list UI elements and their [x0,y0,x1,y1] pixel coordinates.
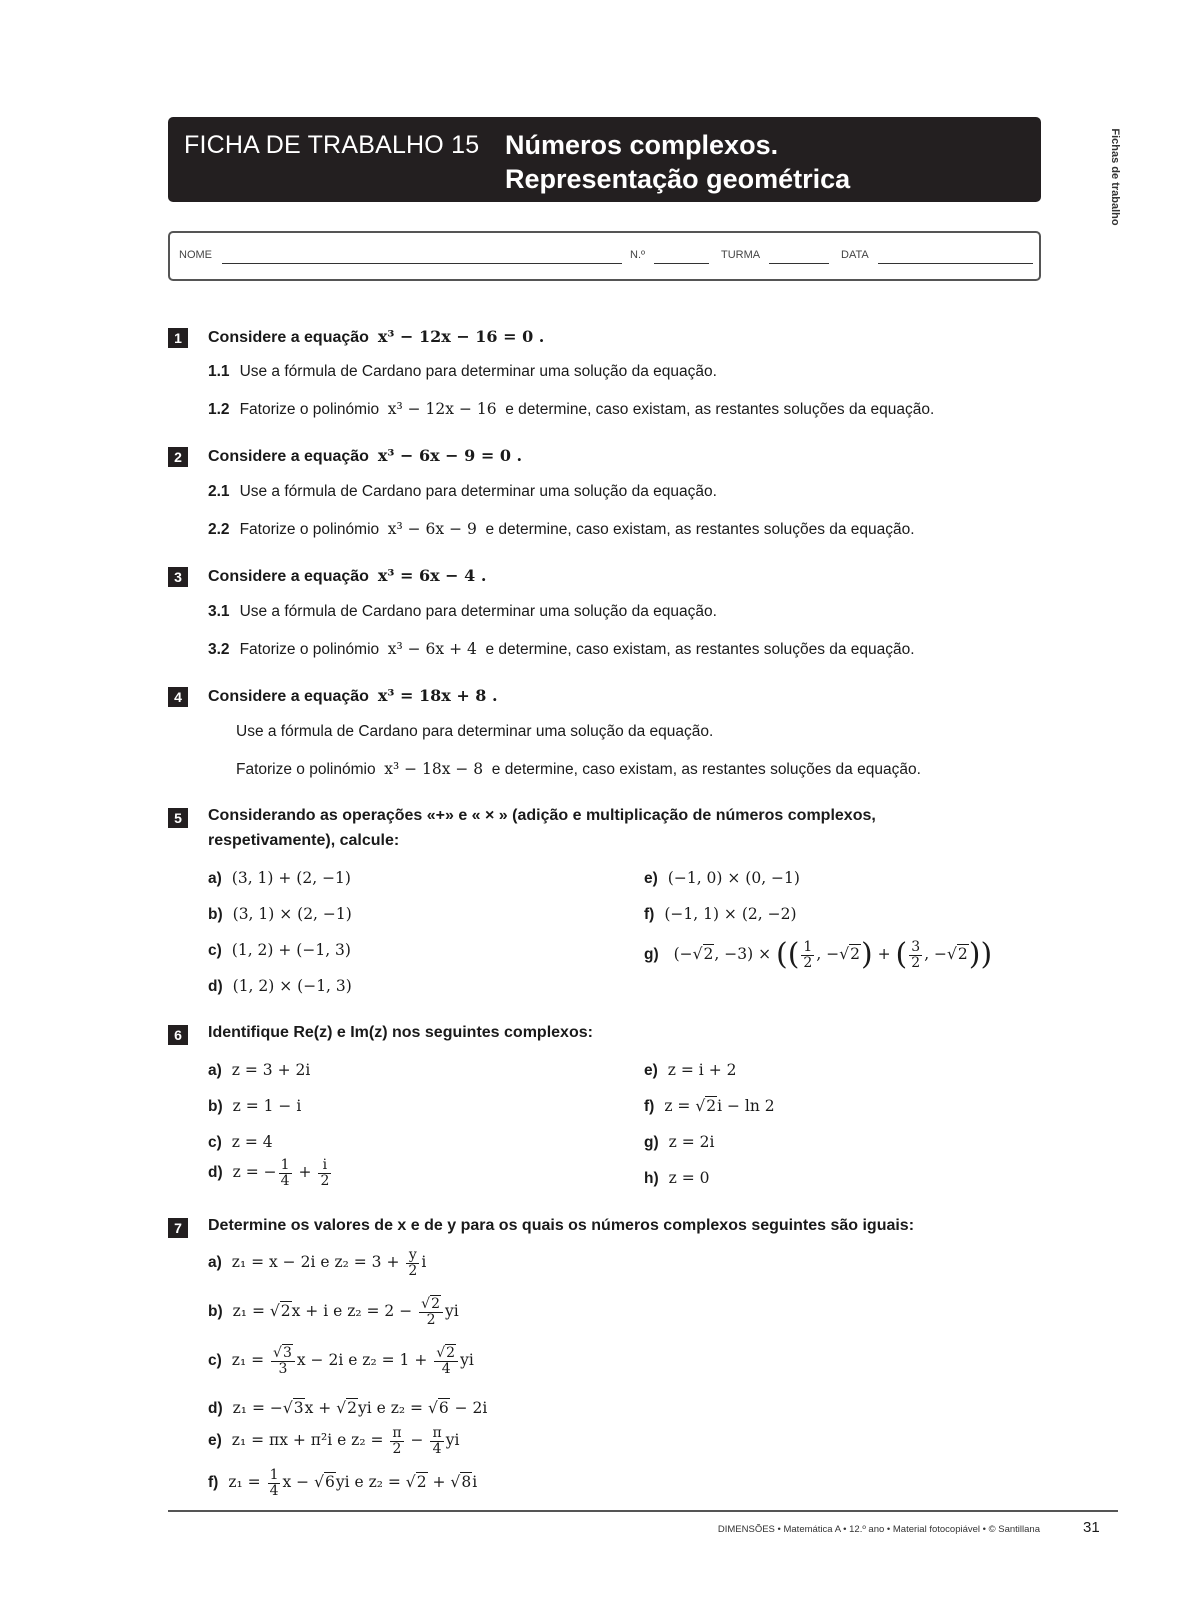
q5-item-d: d) (1, 2) × (−1, 3) [208,977,352,995]
q6-number: 6 [168,1025,188,1045]
q2-sub2: 2.2 Fatorize o polinómio x³ − 6x − 9 e determine, caso existam, as restantes soluções da equação. [208,520,915,538]
q2-number: 2 [168,447,188,467]
data-label: DATA [841,249,869,261]
q4-sub2: Fatorize o polinómio x³ − 18x − 8 e determine, caso existam, as restantes soluções da equação. [236,760,921,778]
q4-sub1: Use a fórmula de Cardano para determinar uma solução da equação. [236,723,714,740]
q7-item-d: d) z₁ = −√3x + √2yi e z₂ = √6 − 2i [208,1399,488,1417]
q7-item-f: f) z₁ = $\frac{1}{4}$ x − √6yi e z₂ = √2 + √8i [208,1467,478,1499]
q4-equation: x³ = 18x + 8 . [377,686,498,705]
q1-sub2: 1.2 Fatorize o polinómio x³ − 12x − 16 e determine, caso existam, as restantes soluções da equação. [208,400,935,418]
q7-item-c: c) z₁ = $\frac{√3}{3}$ x − 2i e z₂ = 1 + $\frac{√2}{4}$ yi [208,1345,474,1377]
q6-item-d: d) z = − $\frac{1}{4}$ + $\frac{i}{2}$ [208,1157,330,1189]
numero-label: N.º [630,249,646,261]
footer-credits: DIMENSÕES • Matemática A • 12.º ano • Material fotocopiável • © Santillana [717,1524,1040,1535]
turma-line[interactable] [769,263,829,264]
q5-item-f: f) (−1, 1) × (2, −2) [644,905,797,923]
q4-heading: Considere a equação x³ = 18x + 8 . [208,686,498,705]
page-number: 31 [1083,1519,1100,1536]
side-tab [1105,118,1125,236]
numero-line[interactable] [654,263,709,264]
q5-item-b: b) (3, 1) × (2, −1) [208,905,352,923]
q5-item-e: e) (−1, 0) × (0, −1) [644,869,800,887]
q5-heading-line1: Considerando as operações «+» e « × » (adição e multiplicação de números complexos, [208,807,876,824]
turma-label: TURMA [721,249,761,261]
q6-item-b: b) z = 1 − i [208,1097,302,1115]
q6-item-a: a) z = 3 + 2i [208,1061,311,1079]
data-line[interactable] [878,263,1033,264]
q3-heading: Considere a equação x³ = 6x − 4 . [208,566,487,585]
q3-equation: x³ = 6x − 4 . [377,566,487,585]
q5-number: 5 [168,808,188,828]
q3-sub2: 3.2 Fatorize o polinómio x³ − 6x + 4 e determine, caso existam, as restantes soluções da equação. [208,640,915,658]
q7-item-e: e) z₁ = πx + π²i e z₂ = $\frac{\pi}{2}$ − $\frac{\pi}{4}$ yi [208,1425,460,1457]
nome-label: NOME [179,249,212,261]
q6-item-c: c) z = 4 [208,1133,273,1151]
q2-polynomial: x³ − 6x − 9 [387,520,477,538]
q4-number: 4 [168,687,188,707]
q7-heading: Determine os valores de x e de y para os quais os números complexos seguintes são iguais: [208,1217,915,1234]
q6-item-h: h) z = 0 [644,1169,710,1187]
q1-polynomial: x³ − 12x − 16 [387,400,497,418]
q6-item-e: e) z = i + 2 [644,1061,737,1079]
worksheet-title-bar [168,117,1041,202]
q5-item-g: g) (−√2, −3) × (( $\frac{1}{2}$ , −√2) + ( $\frac{3}{2}$ , −√2)) [644,937,993,973]
nome-line[interactable] [222,263,622,264]
q1-number: 1 [168,328,188,348]
q2-heading: Considere a equação x³ − 6x − 9 = 0 . [208,446,523,465]
title-line-2: Representação geométrica [505,164,851,194]
footer-rule [168,1510,1118,1512]
q7-item-a: a) z₁ = x − 2i e z₂ = 3 + $\frac{y}{2}$ i [208,1247,427,1279]
q2-equation: x³ − 6x − 9 = 0 . [377,446,523,465]
q1-sub1: 1.1 Use a fórmula de Cardano para determinar uma solução da equação. [208,363,717,380]
q7-number: 7 [168,1218,188,1238]
q4-polynomial: x³ − 18x − 8 [384,760,484,778]
side-tab-label: Fichas de trabalho [1109,128,1121,226]
q6-item-f: f) z = √2i − ln 2 [644,1097,775,1115]
q2-sub1: 2.1 Use a fórmula de Cardano para determinar uma solução da equação. [208,483,717,500]
student-info-box [168,231,1041,281]
q6-item-g: g) z = 2i [644,1133,715,1151]
q5-item-c: c) (1, 2) + (−1, 3) [208,941,351,959]
q7-item-b: b) z₁ = √2x + i e z₂ = 2 − $\frac{√2}{2}$ yi [208,1296,459,1328]
sheet-label: FICHA DE TRABALHO 15 [184,131,480,159]
q3-polynomial: x³ − 6x + 4 [387,640,477,658]
q3-sub1: 3.1 Use a fórmula de Cardano para determinar uma solução da equação. [208,603,717,620]
q3-number: 3 [168,567,188,587]
q1-heading: Considere a equação x³ − 12x − 16 = 0 . [208,327,545,346]
q6-heading: Identifique Re(z) e Im(z) nos seguintes complexos: [208,1024,593,1041]
q1-equation: x³ − 12x − 16 = 0 . [377,327,545,346]
title-line-1: Números complexos. [505,130,779,160]
q5-item-a: a) (3, 1) + (2, −1) [208,869,351,887]
q5-heading-line2: respetivamente), calcule: [208,832,400,849]
